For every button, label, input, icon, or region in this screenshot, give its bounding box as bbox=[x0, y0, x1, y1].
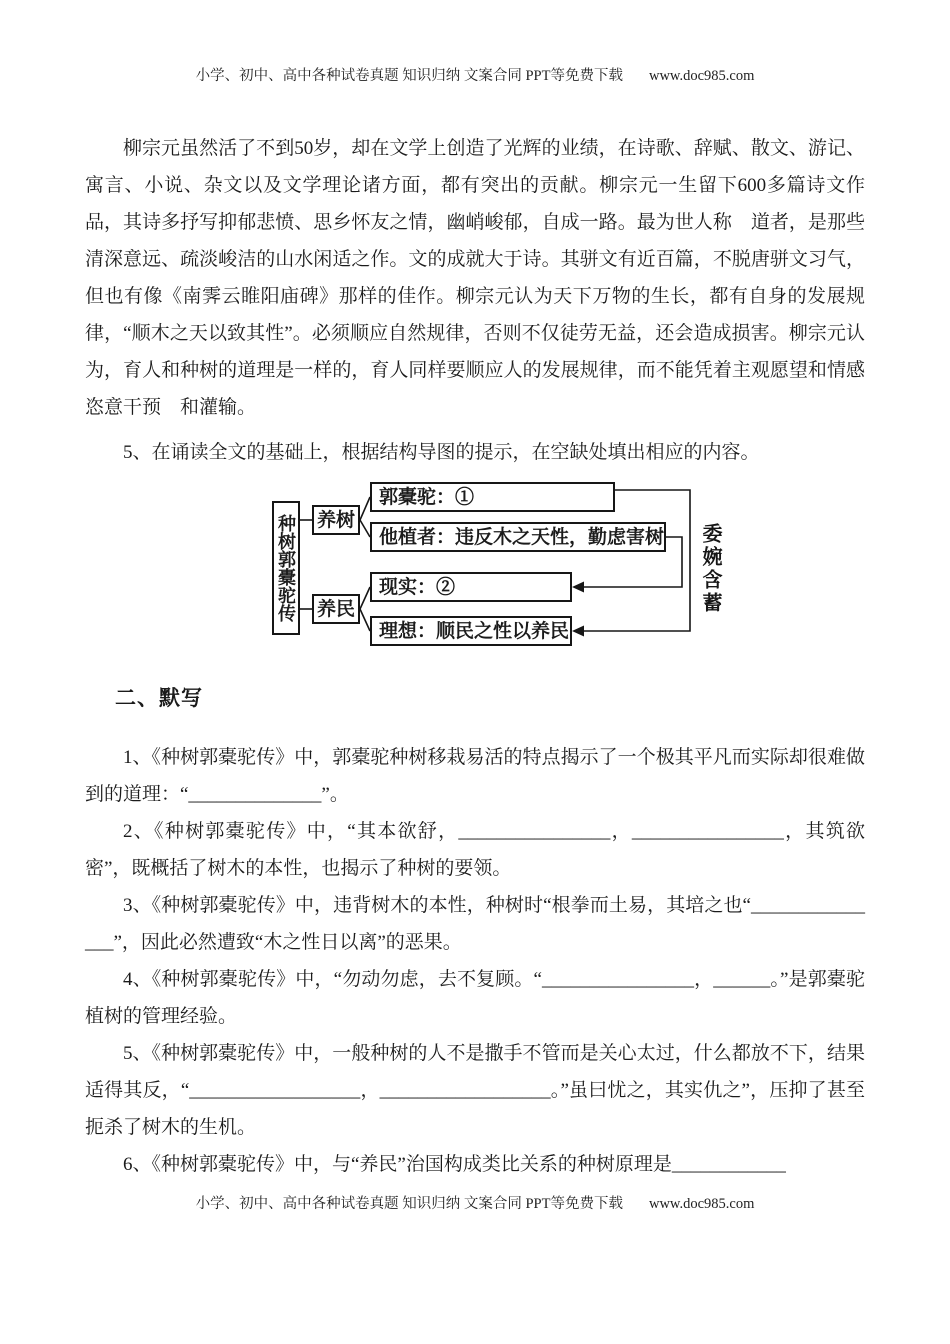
diagram-root-box: 种树郭橐驼传 bbox=[272, 501, 300, 635]
footer-slogan: 小学、初中、高中各种试卷真题 知识归纳 文案合同 PPT等免费下载 bbox=[195, 1196, 623, 1212]
dictation-question-3: 3、《种树郭橐驼传》中，违背树木的本性，种树时“根拳而土易，其培之也“_______________”，因此必然遭致“木之性日以离”的恶果。 bbox=[85, 895, 865, 953]
structure-diagram bbox=[270, 477, 740, 659]
footer-site-link[interactable]: www.doc985.com bbox=[648, 1196, 755, 1212]
header-site-link[interactable]: www.doc985.com bbox=[648, 68, 755, 84]
intro-paragraph: 柳宗元虽然活了不到50岁，却在文学上创造了光辉的业绩，在诗歌、辞赋、散文、游记、寓言、小说、杂文以及文学理论诸方面，都有突出的贡献。柳宗元一生留下600多篇诗文作品，其诗多抒写抑郁悲愤、思乡怀友之情，幽峭峻郁，自成一路。最为世人称 道者，是那些清深意远、疏淡峻洁的山水闲适之作。文的成就大于诗。其骈文有近百篇，不脱唐骈文习气，但也有像《南霁云睢阳庙碑》那样的佳作。柳宗元认为天下万物的生长，都有自身的发展规律，“顺木之天以致其性”。必须顺应自然规律，否则不仅徒劳无益，还会造成损害。柳宗元认为，育人和种树的道理是一样的，育人同样要顺应人的发展规律，而不能凭着主观愿望和情感恣意干预 和灌输。 bbox=[85, 138, 865, 418]
dictation-question-1: 1、《种树郭橐驼传》中，郭橐驼种树移栽易活的特点揭示了一个极其平凡而实际却很难做到的道理：“______________”。 bbox=[85, 747, 865, 805]
diagram-node-other-planters: 他植者：违反木之天性，勤虑害树 bbox=[370, 522, 666, 552]
dictation-question-4: 4、《种树郭橐驼传》中，“勿动勿虑，去不复顾。“________________，______。”是郭橐驼植树的管理经验。 bbox=[85, 969, 865, 1027]
question-5-intro: 5、在诵读全文的基础上，根据结构导图的提示，在空缺处填出相应的内容。 bbox=[123, 442, 760, 463]
page-footer bbox=[0, 1192, 950, 1213]
diagram-node-reality: 现实：② bbox=[370, 572, 572, 602]
dictation-question-5: 5、《种树郭橐驼传》中，一般种树的人不是撒手不管而是关心太过，什么都放不下，结果适得其反，“__________________，__________________。”虽曰忧之，其实仇之”，压抑了甚至扼杀了树木的生机。 bbox=[85, 1043, 865, 1138]
diagram-branch-raise-tree: 养树 bbox=[312, 505, 360, 535]
document-body bbox=[85, 130, 865, 1183]
arrowhead-to-ideal bbox=[572, 626, 584, 637]
diagram-side-label: 委婉含蓄 bbox=[699, 523, 721, 615]
section-heading-dictation: 二、默写 bbox=[115, 686, 203, 710]
arrowhead-to-reality bbox=[572, 582, 584, 593]
diagram-node-ideal: 理想：顺民之性以养民 bbox=[370, 616, 572, 646]
diagram-node-guo-tuotuo: 郭橐驼：① bbox=[370, 482, 615, 512]
diagram-branch-raise-people: 养民 bbox=[312, 594, 360, 624]
header-slogan: 小学、初中、高中各种试卷真题 知识归纳 文案合同 PPT等免费下载 bbox=[195, 68, 623, 84]
page-header bbox=[0, 64, 950, 85]
dictation-questions bbox=[85, 739, 865, 1183]
dictation-question-6: 6、《种树郭橐驼传》中，与“养民”治国构成类比关系的种树原理是____________ bbox=[123, 1154, 786, 1175]
dictation-question-2: 2、《种树郭橐驼传》中，“其本欲舒，________________，________________，其筑欲密”，既概括了树木的本性，也揭示了种树的要领。 bbox=[85, 821, 865, 879]
